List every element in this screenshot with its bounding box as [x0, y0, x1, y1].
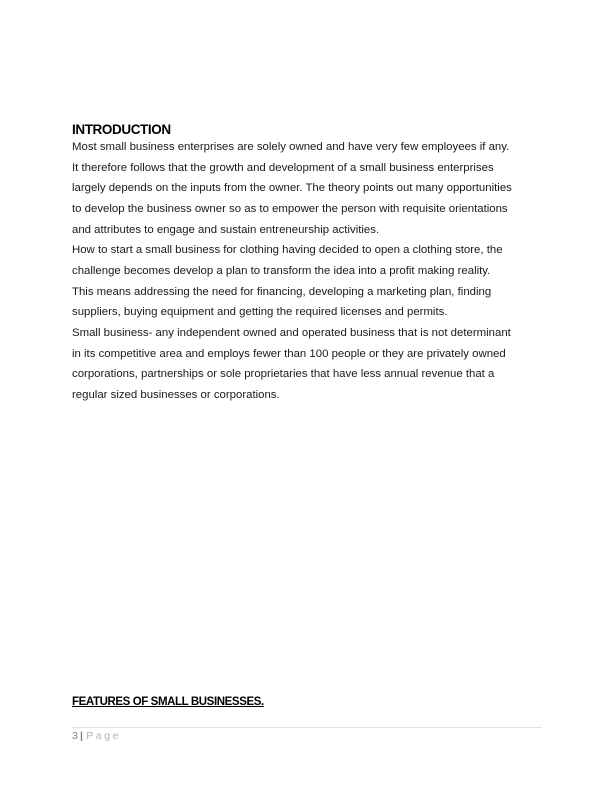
body-line: This means addressing the need for financing, developing a marketing plan, finding [72, 285, 492, 298]
body-line: suppliers, buying equipment and getting the required licenses and permits. [72, 306, 448, 319]
body-line: and attributes to engage and sustain entreneurship activities. [72, 223, 380, 236]
page-footer [72, 730, 121, 742]
section-heading-features: FEATURES OF SMALL BUSINESSES. [72, 696, 264, 708]
page-label: Page [86, 730, 122, 742]
body-line: Most small business enterprises are solely owned and have very few employees if any. [72, 141, 510, 153]
body-line: challenge becomes develop a plan to transform the idea into a profit making reality. [72, 264, 491, 277]
body-line: corporations, partnerships or sole proprietaries that have less annual revenue that a [72, 368, 495, 381]
body-line: How to start a small business for clothing having decided to open a clothing store, the [72, 244, 503, 257]
footer-divider [72, 727, 542, 728]
body-line: to develop the business owner so as to empower the person with requisite orientations [72, 202, 508, 215]
section-heading-introduction: INTRODUCTION [72, 122, 171, 137]
body-line: in its competitive area and employs fewer than 100 people or they are privately owned [72, 347, 506, 360]
introduction-body [72, 137, 544, 406]
page-number: 3 [72, 730, 79, 742]
footer-separator: | [80, 730, 84, 742]
body-line: largely depends on the inputs from the owner. The theory points out many opportunities [72, 182, 512, 195]
body-line: It therefore follows that the growth and development of a small business enterprises [72, 161, 494, 174]
body-line: Small business- any independent owned and operated business that is not determinant [72, 326, 511, 339]
body-line: regular sized businesses or corporations. [72, 388, 280, 401]
